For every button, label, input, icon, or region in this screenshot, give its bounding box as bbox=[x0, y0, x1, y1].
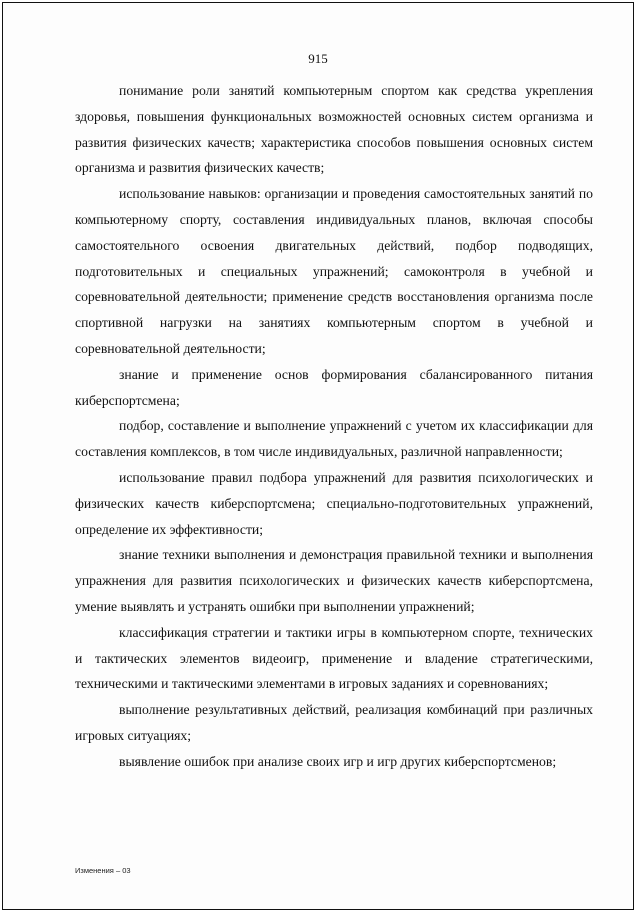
paragraph-3: знание и применение основ формирования сбалансированного питания киберспортсмена; bbox=[75, 366, 593, 408]
paragraph-6: знание техники выполнения и демонстрация правильной техники и выполнения упражнения для развития психологических и физических качеств киберспортсмена, умение выявлять и устранять ошибки при выполнении упражнений; bbox=[75, 547, 593, 614]
paragraph-8: выполнение результативных действий, реализация комбинаций при различных игровых ситуациях; bbox=[75, 702, 593, 743]
body-text bbox=[75, 78, 593, 775]
paragraph-9: выявление ошибок при анализе своих игр и игр других киберспортсменов; bbox=[119, 753, 557, 769]
paragraph-2: использование навыков: организации и проведения самостоятельных занятий по компьютерному спорту, составления индивидуальных планов, включая способы самостоятельного освоения двигательных действий, подбор подводящих, подготовительных и специальных упражнений; самоконтроля в учебной и соревновательной деятельности; применение средств восстановления организма после спортивной нагрузки на занятиях компьютерным спортом в учебной и соревновательной деятельности; bbox=[75, 186, 593, 356]
paragraph-7: классификация стратегии и тактики игры в компьютерном спорте, технических и тактических элементов видеоигр, применение и владение стратегическими, техническими и тактическими элементами в игровых заданиях и соревнованиях; bbox=[75, 624, 593, 692]
page-number: 915 bbox=[308, 51, 328, 66]
revision-footer: Изменения – 03 bbox=[75, 866, 131, 875]
paragraph-5: использование правил подбора упражнений для развития психологических и физических качеств киберспортсмена; специально-подготовительных упражнений, определение их эффективности; bbox=[75, 469, 593, 537]
document-page bbox=[2, 2, 634, 910]
paragraph-1: понимание роли занятий компьютерным спортом как средства укрепления здоровья, повышения функциональных возможностей основных систем организма и развития физических качеств; характеристика способов повышения основных систем организма и развития физических качеств; bbox=[75, 83, 593, 176]
paragraph-4: подбор, составление и выполнение упражнений с учетом их классификации для составления комплексов, в том числе индивидуальных, различной направленности; bbox=[75, 418, 593, 460]
